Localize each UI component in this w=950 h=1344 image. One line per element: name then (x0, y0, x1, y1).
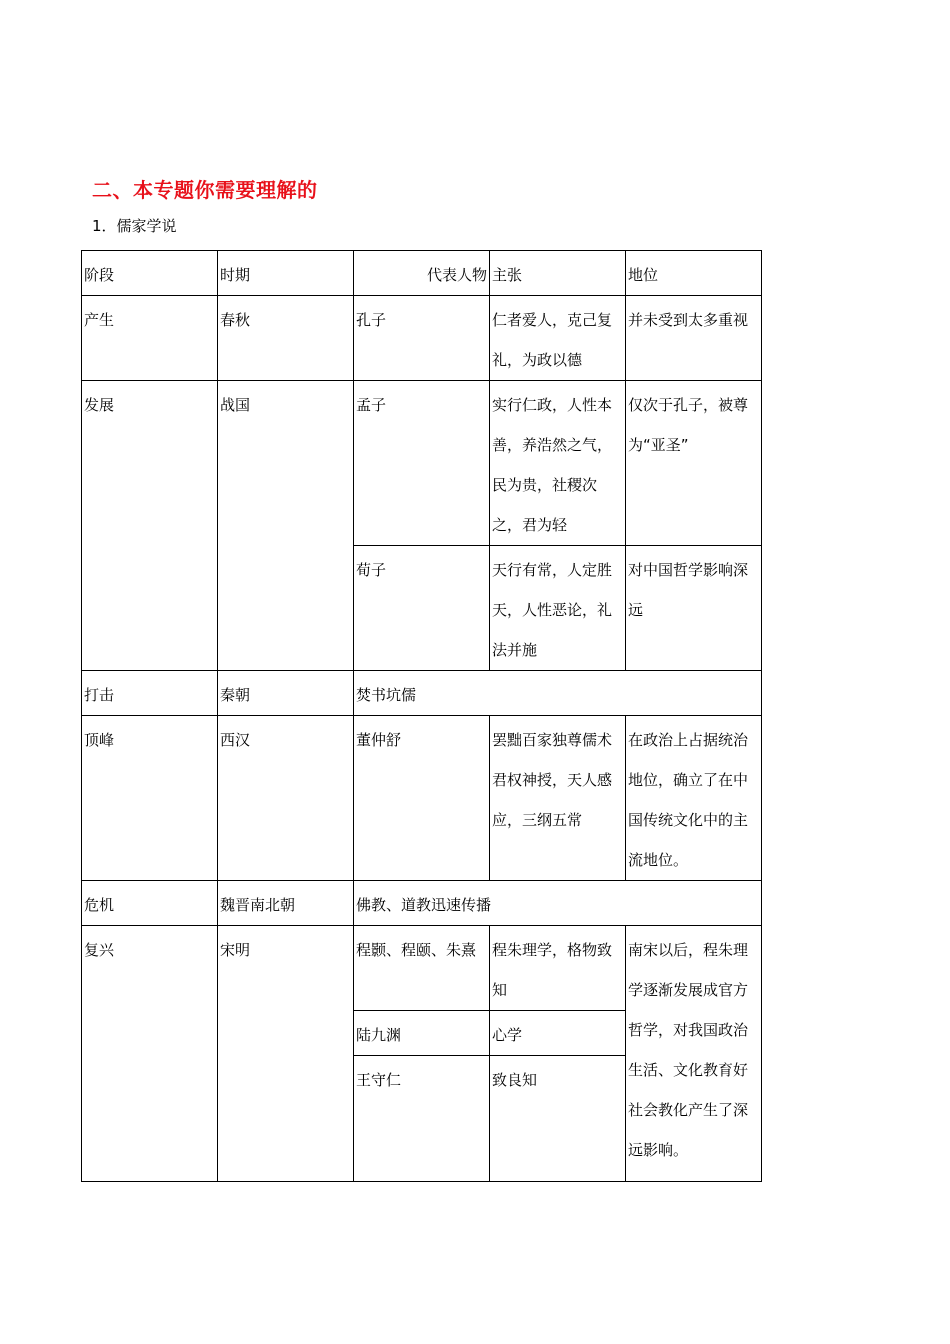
section-heading: 二、本专题你需要理解的 (92, 178, 318, 202)
claim-cell: 程朱理学，格物致知 (490, 926, 626, 1011)
header-period: 时期 (218, 251, 354, 296)
status-cell: 仅次于孔子，被尊为“亚圣” (626, 381, 762, 546)
table-header-row (82, 251, 762, 296)
claim-cell: 仁者爱人，克己复礼，为政以德 (490, 296, 626, 381)
table-row (82, 926, 762, 1011)
claim-cell: 致良知 (490, 1056, 626, 1182)
period-cell: 春秋 (218, 296, 354, 381)
subsection-title: 1．儒家学说 (92, 217, 177, 235)
claim-cell: 罢黜百家独尊儒术君权神授，天人感应，三纲五常 (490, 716, 626, 881)
confucianism-table (81, 250, 762, 1182)
event-cell: 焚书坑儒 (354, 671, 762, 716)
stage-cell: 打击 (82, 671, 218, 716)
status-cell: 南宋以后，程朱理学逐渐发展成官方哲学，对我国政治生活、文化教育好社会教化产生了深远影响。 (626, 926, 762, 1182)
event-cell: 佛教、道教迅速传播 (354, 881, 762, 926)
header-person: 代表人物 (354, 251, 490, 296)
stage-cell: 复兴 (82, 926, 218, 1182)
status-cell: 对中国哲学影响深远 (626, 546, 762, 671)
status-cell: 在政治上占据统治地位，确立了在中国传统文化中的主流地位。 (626, 716, 762, 881)
table-row (82, 881, 762, 926)
person-cell: 孟子 (354, 381, 490, 546)
stage-cell: 危机 (82, 881, 218, 926)
claim-cell: 实行仁政，人性本善，养浩然之气，民为贵，社稷次之，君为轻 (490, 381, 626, 546)
person-cell: 荀子 (354, 546, 490, 671)
period-cell: 西汉 (218, 716, 354, 881)
period-cell: 魏晋南北朝 (218, 881, 354, 926)
person-cell: 程颢、程颐、朱熹 (354, 926, 490, 1011)
period-cell: 秦朝 (218, 671, 354, 716)
person-cell: 董仲舒 (354, 716, 490, 881)
table-row (82, 716, 762, 881)
stage-cell: 发展 (82, 381, 218, 671)
table-row (82, 671, 762, 716)
status-cell: 并未受到太多重视 (626, 296, 762, 381)
stage-cell: 产生 (82, 296, 218, 381)
table-row (82, 296, 762, 381)
claim-cell: 心学 (490, 1011, 626, 1056)
person-cell: 陆九渊 (354, 1011, 490, 1056)
header-stage: 阶段 (82, 251, 218, 296)
table-row (82, 381, 762, 546)
person-cell: 王守仁 (354, 1056, 490, 1182)
person-cell: 孔子 (354, 296, 490, 381)
header-claim: 主张 (490, 251, 626, 296)
period-cell: 宋明 (218, 926, 354, 1182)
stage-cell: 顶峰 (82, 716, 218, 881)
period-cell: 战国 (218, 381, 354, 671)
header-status: 地位 (626, 251, 762, 296)
claim-cell: 天行有常，人定胜天，人性恶论，礼法并施 (490, 546, 626, 671)
